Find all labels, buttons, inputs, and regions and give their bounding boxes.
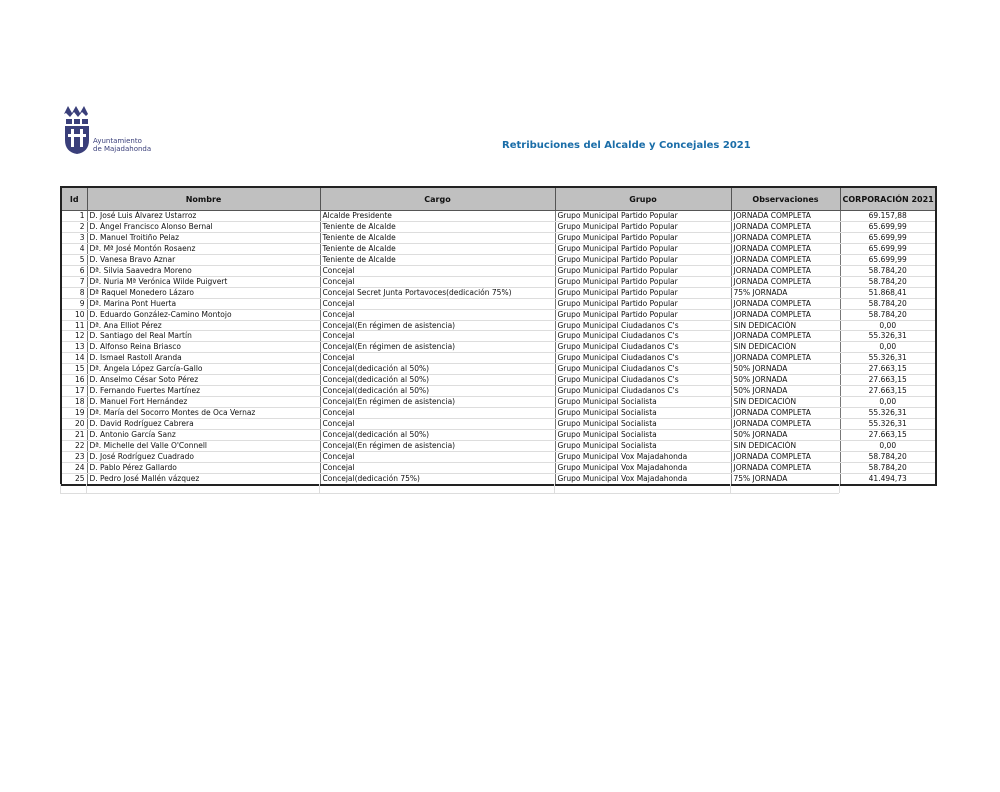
cell-grupo: Grupo Municipal Socialista (555, 408, 731, 419)
cell-nombre: D. Ismael Rastoll Aranda (87, 353, 320, 364)
cell-cargo: Teniente de Alcalde (320, 243, 555, 254)
cell-nombre: Dª. Michelle del Valle O'Connell (87, 441, 320, 452)
cell-observaciones: JORNADA COMPLETA (731, 221, 840, 232)
cell-id: 13 (61, 342, 87, 353)
cell-grupo: Grupo Municipal Socialista (555, 419, 731, 430)
table-row (61, 408, 936, 419)
cell-nombre: D. Alfonso Reina Briasco (87, 342, 320, 353)
cell-id: 20 (61, 419, 87, 430)
cell-grupo: Grupo Municipal Vox Majadahonda (555, 451, 731, 462)
cell-id: 2 (61, 221, 87, 232)
cell-cargo: Teniente de Alcalde (320, 254, 555, 265)
table-row (61, 353, 936, 364)
cell-id: 24 (61, 462, 87, 473)
cell-importe: 55.326,31 (840, 353, 936, 364)
cell-observaciones: JORNADA COMPLETA (731, 232, 840, 243)
cell-id: 11 (61, 320, 87, 331)
cell-cargo: Concejal (320, 462, 555, 473)
cell-observaciones: JORNADA COMPLETA (731, 462, 840, 473)
cell-observaciones: SIN DEDICACIÓN (731, 320, 840, 331)
col-header-id: Id (61, 187, 87, 211)
cell-observaciones: JORNADA COMPLETA (731, 276, 840, 287)
salaries-table (60, 186, 937, 486)
cell-importe: 0,00 (840, 397, 936, 408)
cell-importe: 0,00 (840, 342, 936, 353)
table-row (61, 364, 936, 375)
cell-importe: 65.699,99 (840, 243, 936, 254)
table-row (61, 276, 936, 287)
cell-observaciones: SIN DEDICACIÓN (731, 441, 840, 452)
cell-nombre: D. Anselmo César Soto Pérez (87, 375, 320, 386)
cell-importe: 27.663,15 (840, 364, 936, 375)
table-row (61, 386, 936, 397)
cell-observaciones: SIN DEDICACIÓN (731, 397, 840, 408)
cell-grupo: Grupo Municipal Partido Popular (555, 232, 731, 243)
cell-nombre: D. José Rodríguez Cuadrado (87, 451, 320, 462)
cell-grupo: Grupo Municipal Ciudadanos C's (555, 375, 731, 386)
cell-grupo: Grupo Municipal Partido Popular (555, 265, 731, 276)
cell-observaciones: 50% JORNADA (731, 430, 840, 441)
cell-observaciones: JORNADA COMPLETA (731, 353, 840, 364)
cell-cargo: Teniente de Alcalde (320, 232, 555, 243)
cell-observaciones: 50% JORNADA (731, 386, 840, 397)
col-header-nombre: Nombre (87, 187, 320, 211)
cell-cargo: Concejal (320, 298, 555, 309)
cell-id: 15 (61, 364, 87, 375)
cell-cargo: Concejal (320, 353, 555, 364)
cell-observaciones: 50% JORNADA (731, 375, 840, 386)
cell-grupo: Grupo Municipal Vox Majadahonda (555, 462, 731, 473)
page-title: Retribuciones del Alcalde y Concejales 2021 (502, 140, 751, 151)
table-row (61, 254, 936, 265)
cell-importe: 27.663,15 (840, 375, 936, 386)
cell-cargo: Concejal (320, 419, 555, 430)
cell-importe: 65.699,99 (840, 232, 936, 243)
cell-observaciones: JORNADA COMPLETA (731, 243, 840, 254)
table-row (61, 309, 936, 320)
cell-cargo: Concejal (320, 331, 555, 342)
cell-nombre: Dª. María del Socorro Montes de Oca Vernaz (87, 408, 320, 419)
cell-cargo: Concejal(dedicación al 50%) (320, 430, 555, 441)
cell-cargo: Concejal(En régimen de asistencia) (320, 441, 555, 452)
cell-importe: 27.663,15 (840, 386, 936, 397)
cell-importe: 58.784,20 (840, 462, 936, 473)
cell-importe: 58.784,20 (840, 309, 936, 320)
cell-observaciones: JORNADA COMPLETA (731, 254, 840, 265)
logo-line-2: de Majadahonda (93, 145, 152, 153)
cell-id: 7 (61, 276, 87, 287)
cell-cargo: Alcalde Presidente (320, 211, 555, 222)
cell-id: 21 (61, 430, 87, 441)
cell-nombre: Dª. Marina Pont Huerta (87, 298, 320, 309)
cell-nombre: D. Santiago del Real Martín (87, 331, 320, 342)
cell-grupo: Grupo Municipal Partido Popular (555, 298, 731, 309)
cell-importe: 69.157,88 (840, 211, 936, 222)
cell-nombre: D. Pedro José Mallén vázquez (87, 473, 320, 484)
cell-id: 5 (61, 254, 87, 265)
cell-nombre: D. Manuel Troitiño Pelaz (87, 232, 320, 243)
cell-grupo: Grupo Municipal Socialista (555, 397, 731, 408)
cell-nombre: Dª. Ángela López García-Gallo (87, 364, 320, 375)
cell-cargo: Concejal(En régimen de asistencia) (320, 397, 555, 408)
cell-nombre: D. José Luis Álvarez Ustarroz (87, 211, 320, 222)
cell-cargo: Concejal Secret Junta Portavoces(dedicación 75%) (320, 287, 555, 298)
cell-importe: 55.326,31 (840, 419, 936, 430)
cell-grupo: Grupo Municipal Partido Popular (555, 254, 731, 265)
cell-nombre: D. Eduardo González-Camino Montojo (87, 309, 320, 320)
cell-grupo: Grupo Municipal Ciudadanos C's (555, 331, 731, 342)
table-row (61, 320, 936, 331)
cell-cargo: Concejal(dedicación 75%) (320, 473, 555, 484)
cell-id: 3 (61, 232, 87, 243)
cell-cargo: Concejal(En régimen de asistencia) (320, 342, 555, 353)
cell-nombre: Dª. Ana Elliot Pérez (87, 320, 320, 331)
cell-id: 16 (61, 375, 87, 386)
cell-observaciones: JORNADA COMPLETA (731, 265, 840, 276)
cell-id: 14 (61, 353, 87, 364)
municipality-logo (62, 104, 162, 158)
cell-id: 10 (61, 309, 87, 320)
cell-cargo: Concejal(En régimen de asistencia) (320, 320, 555, 331)
cell-observaciones: JORNADA COMPLETA (731, 419, 840, 430)
cell-nombre: Dª Raquel Monedero Lázaro (87, 287, 320, 298)
cell-grupo: Grupo Municipal Ciudadanos C's (555, 353, 731, 364)
cell-importe: 55.326,31 (840, 408, 936, 419)
cell-importe: 55.326,31 (840, 331, 936, 342)
cell-id: 22 (61, 441, 87, 452)
table-row (61, 331, 936, 342)
logo-line-1: Ayuntamiento (93, 137, 142, 145)
table-row (61, 430, 936, 441)
cell-grupo: Grupo Municipal Socialista (555, 441, 731, 452)
table-row (61, 287, 936, 298)
cell-cargo: Concejal(dedicación al 50%) (320, 375, 555, 386)
cell-importe: 27.663,15 (840, 430, 936, 441)
cell-cargo: Concejal(dedicación al 50%) (320, 386, 555, 397)
table-row (61, 298, 936, 309)
cell-id: 9 (61, 298, 87, 309)
cell-importe: 65.699,99 (840, 254, 936, 265)
table-row (61, 221, 936, 232)
table-row (61, 462, 936, 473)
cell-cargo: Concejal (320, 276, 555, 287)
cell-cargo: Concejal (320, 309, 555, 320)
cell-observaciones: JORNADA COMPLETA (731, 408, 840, 419)
col-header-cargo: Cargo (320, 187, 555, 211)
cell-cargo: Concejal (320, 451, 555, 462)
cell-id: 12 (61, 331, 87, 342)
cell-cargo: Concejal (320, 408, 555, 419)
cell-observaciones: 75% JORNADA (731, 287, 840, 298)
table-row (61, 375, 936, 386)
cell-grupo: Grupo Municipal Ciudadanos C's (555, 320, 731, 331)
table-row (61, 451, 936, 462)
cell-id: 19 (61, 408, 87, 419)
empty-row (60, 484, 839, 494)
cell-grupo: Grupo Municipal Ciudadanos C's (555, 364, 731, 375)
table-row (61, 211, 936, 222)
cell-grupo: Grupo Municipal Ciudadanos C's (555, 386, 731, 397)
cell-nombre: D. Vanesa Bravo Aznar (87, 254, 320, 265)
cell-id: 4 (61, 243, 87, 254)
cell-nombre: D. Manuel Fort Hernández (87, 397, 320, 408)
cell-importe: 58.784,20 (840, 265, 936, 276)
table-row (61, 419, 936, 430)
cell-grupo: Grupo Municipal Partido Popular (555, 211, 731, 222)
cell-grupo: Grupo Municipal Vox Majadahonda (555, 473, 731, 484)
cell-id: 18 (61, 397, 87, 408)
cell-importe: 0,00 (840, 320, 936, 331)
table-row (61, 232, 936, 243)
cell-nombre: Dª. Mª José Montón Rosaenz (87, 243, 320, 254)
cell-grupo: Grupo Municipal Partido Popular (555, 221, 731, 232)
cell-importe: 58.784,20 (840, 298, 936, 309)
table-header-row (61, 187, 936, 211)
cell-importe: 51.868,41 (840, 287, 936, 298)
cell-id: 25 (61, 473, 87, 484)
col-header-observaciones: Observaciones (731, 187, 840, 211)
cell-cargo: Concejal (320, 265, 555, 276)
cell-id: 23 (61, 451, 87, 462)
cell-grupo: Grupo Municipal Partido Popular (555, 243, 731, 254)
cell-cargo: Concejal(dedicación al 50%) (320, 364, 555, 375)
cell-nombre: Dª. Nuria Mª Verónica Wilde Puigvert (87, 276, 320, 287)
cell-grupo: Grupo Municipal Ciudadanos C's (555, 342, 731, 353)
cell-observaciones: 50% JORNADA (731, 364, 840, 375)
cell-importe: 58.784,20 (840, 276, 936, 287)
cell-id: 1 (61, 211, 87, 222)
cell-id: 17 (61, 386, 87, 397)
table-row (61, 243, 936, 254)
col-header-grupo: Grupo (555, 187, 731, 211)
table-row (61, 342, 936, 353)
cell-nombre: D. Antonio García Sanz (87, 430, 320, 441)
cell-grupo: Grupo Municipal Socialista (555, 430, 731, 441)
cell-grupo: Grupo Municipal Partido Popular (555, 287, 731, 298)
cell-id: 8 (61, 287, 87, 298)
cell-observaciones: JORNADA COMPLETA (731, 451, 840, 462)
cell-grupo: Grupo Municipal Partido Popular (555, 276, 731, 287)
cell-importe: 41.494,73 (840, 473, 936, 484)
cell-nombre: Dª. Silvia Saavedra Moreno (87, 265, 320, 276)
cell-cargo: Teniente de Alcalde (320, 221, 555, 232)
table-row (61, 397, 936, 408)
cell-observaciones: SIN DEDICACIÓN (731, 342, 840, 353)
cell-nombre: D. Ángel Francisco Alonso Bernal (87, 221, 320, 232)
cell-observaciones: 75% JORNADA (731, 473, 840, 484)
cell-nombre: D. Fernando Fuertes Martínez (87, 386, 320, 397)
cell-observaciones: JORNADA COMPLETA (731, 298, 840, 309)
table-row (61, 265, 936, 276)
cell-nombre: D. David Rodríguez Cabrera (87, 419, 320, 430)
cell-observaciones: JORNADA COMPLETA (731, 331, 840, 342)
cell-observaciones: JORNADA COMPLETA (731, 211, 840, 222)
cell-importe: 58.784,20 (840, 451, 936, 462)
cell-id: 6 (61, 265, 87, 276)
cell-importe: 0,00 (840, 441, 936, 452)
col-header-corporacion: CORPORACIÓN 2021 (840, 187, 936, 211)
cell-grupo: Grupo Municipal Partido Popular (555, 309, 731, 320)
table-row (61, 441, 936, 452)
cell-observaciones: JORNADA COMPLETA (731, 309, 840, 320)
cell-importe: 65.699,99 (840, 221, 936, 232)
cell-nombre: D. Pablo Pérez Gallardo (87, 462, 320, 473)
coat-of-arms-icon (62, 104, 92, 156)
